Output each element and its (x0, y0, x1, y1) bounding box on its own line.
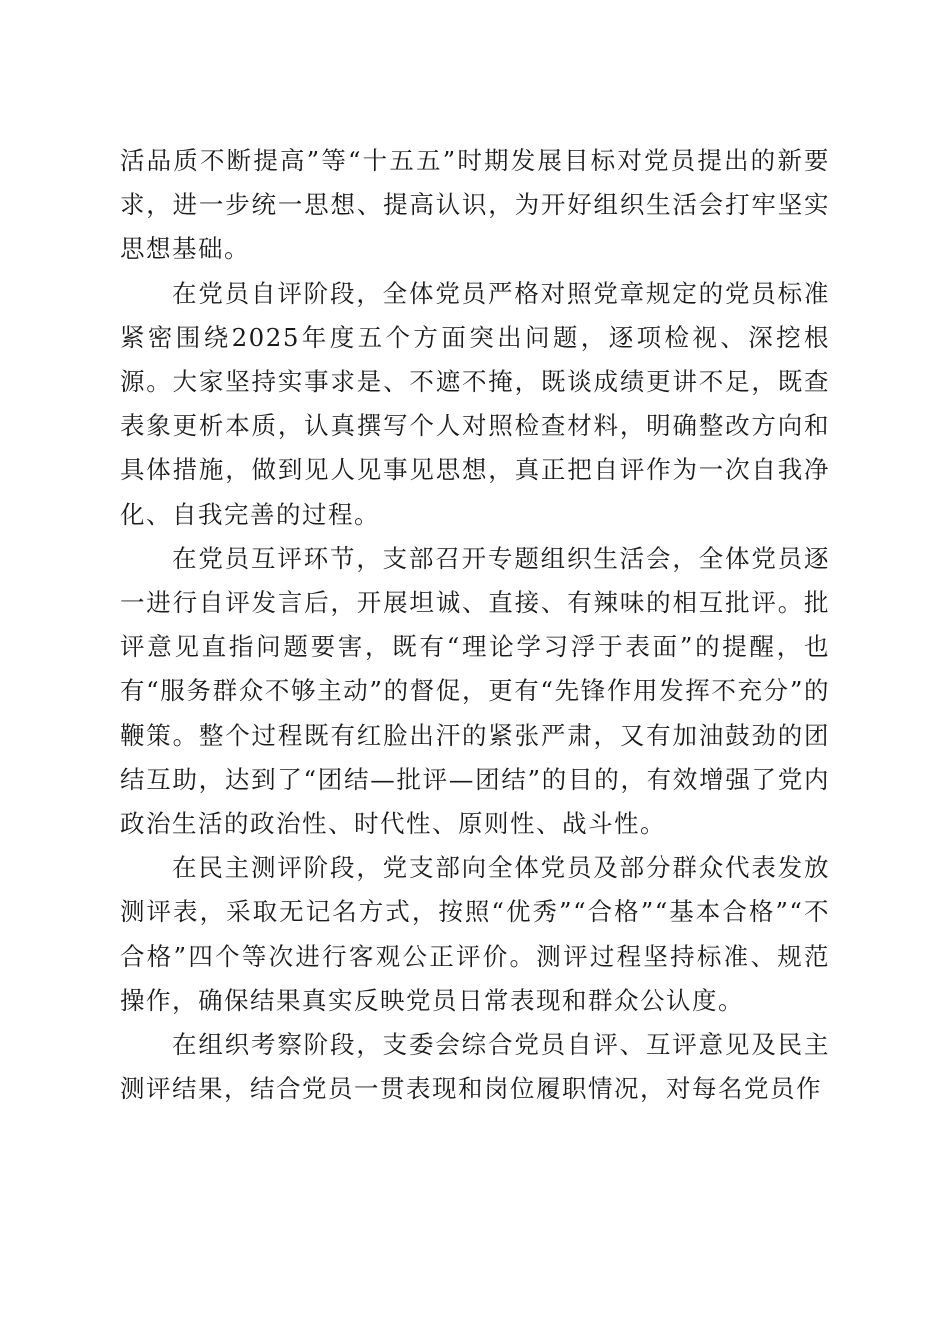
paragraph-self-evaluation: 在党员自评阶段，全体党员严格对照党章规定的党员标准紧密围绕2025年度五个方面突出问题，逐项检视、深挖根源。大家坚持实事求是、不遮不掩，既谈成绩更讲不足，既查表象更析本质，认真撰写个人对照检查材料，明确整改方向和具体措施，做到见人见事见思想，真正把自评作为一次自我净化、自我完善的过程。 (120, 278, 830, 529)
paragraph-continuation: 活品质不断提高”等“十五五”时期发展目标对党员提出的新要求，进一步统一思想、提高认识，为开好组织生活会打牢坚实思想基础。 (120, 146, 830, 264)
paragraph-mutual-evaluation: 在党员互评环节，支部召开专题组织生活会，全体党员逐一进行自评发言后，开展坦诚、直接、有辣味的相互批评。批评意见直指问题要害，既有“理论学习浮于表面”的提醒，也有“服务群众不够主动”的督促，更有“先锋作用发挥不充分”的鞭策。整个过程既有红脸出汗的紧张严肃，又有加油鼓劲的团结互助，达到了“团结—批评—团结”的目的，有效增强了党内政治生活的政治性、时代性、原则性、战斗性。 (120, 543, 830, 839)
paragraph-democratic-assessment: 在民主测评阶段，党支部向全体党员及部分群众代表发放测评表，采取无记名方式，按照“优秀”“合格”“基本合格”“不合格”四个等次进行客观公正评价。测评过程坚持标准、规范操作，确保结果真实反映党员日常表现和群众公认度。 (120, 853, 830, 1015)
document-body (120, 139, 830, 1111)
paragraph-organizational-review: 在组织考察阶段，支委会综合党员自评、互评意见及民主测评结果，结合党员一贯表现和岗位履职情况，对每名党员作 (120, 1030, 830, 1104)
